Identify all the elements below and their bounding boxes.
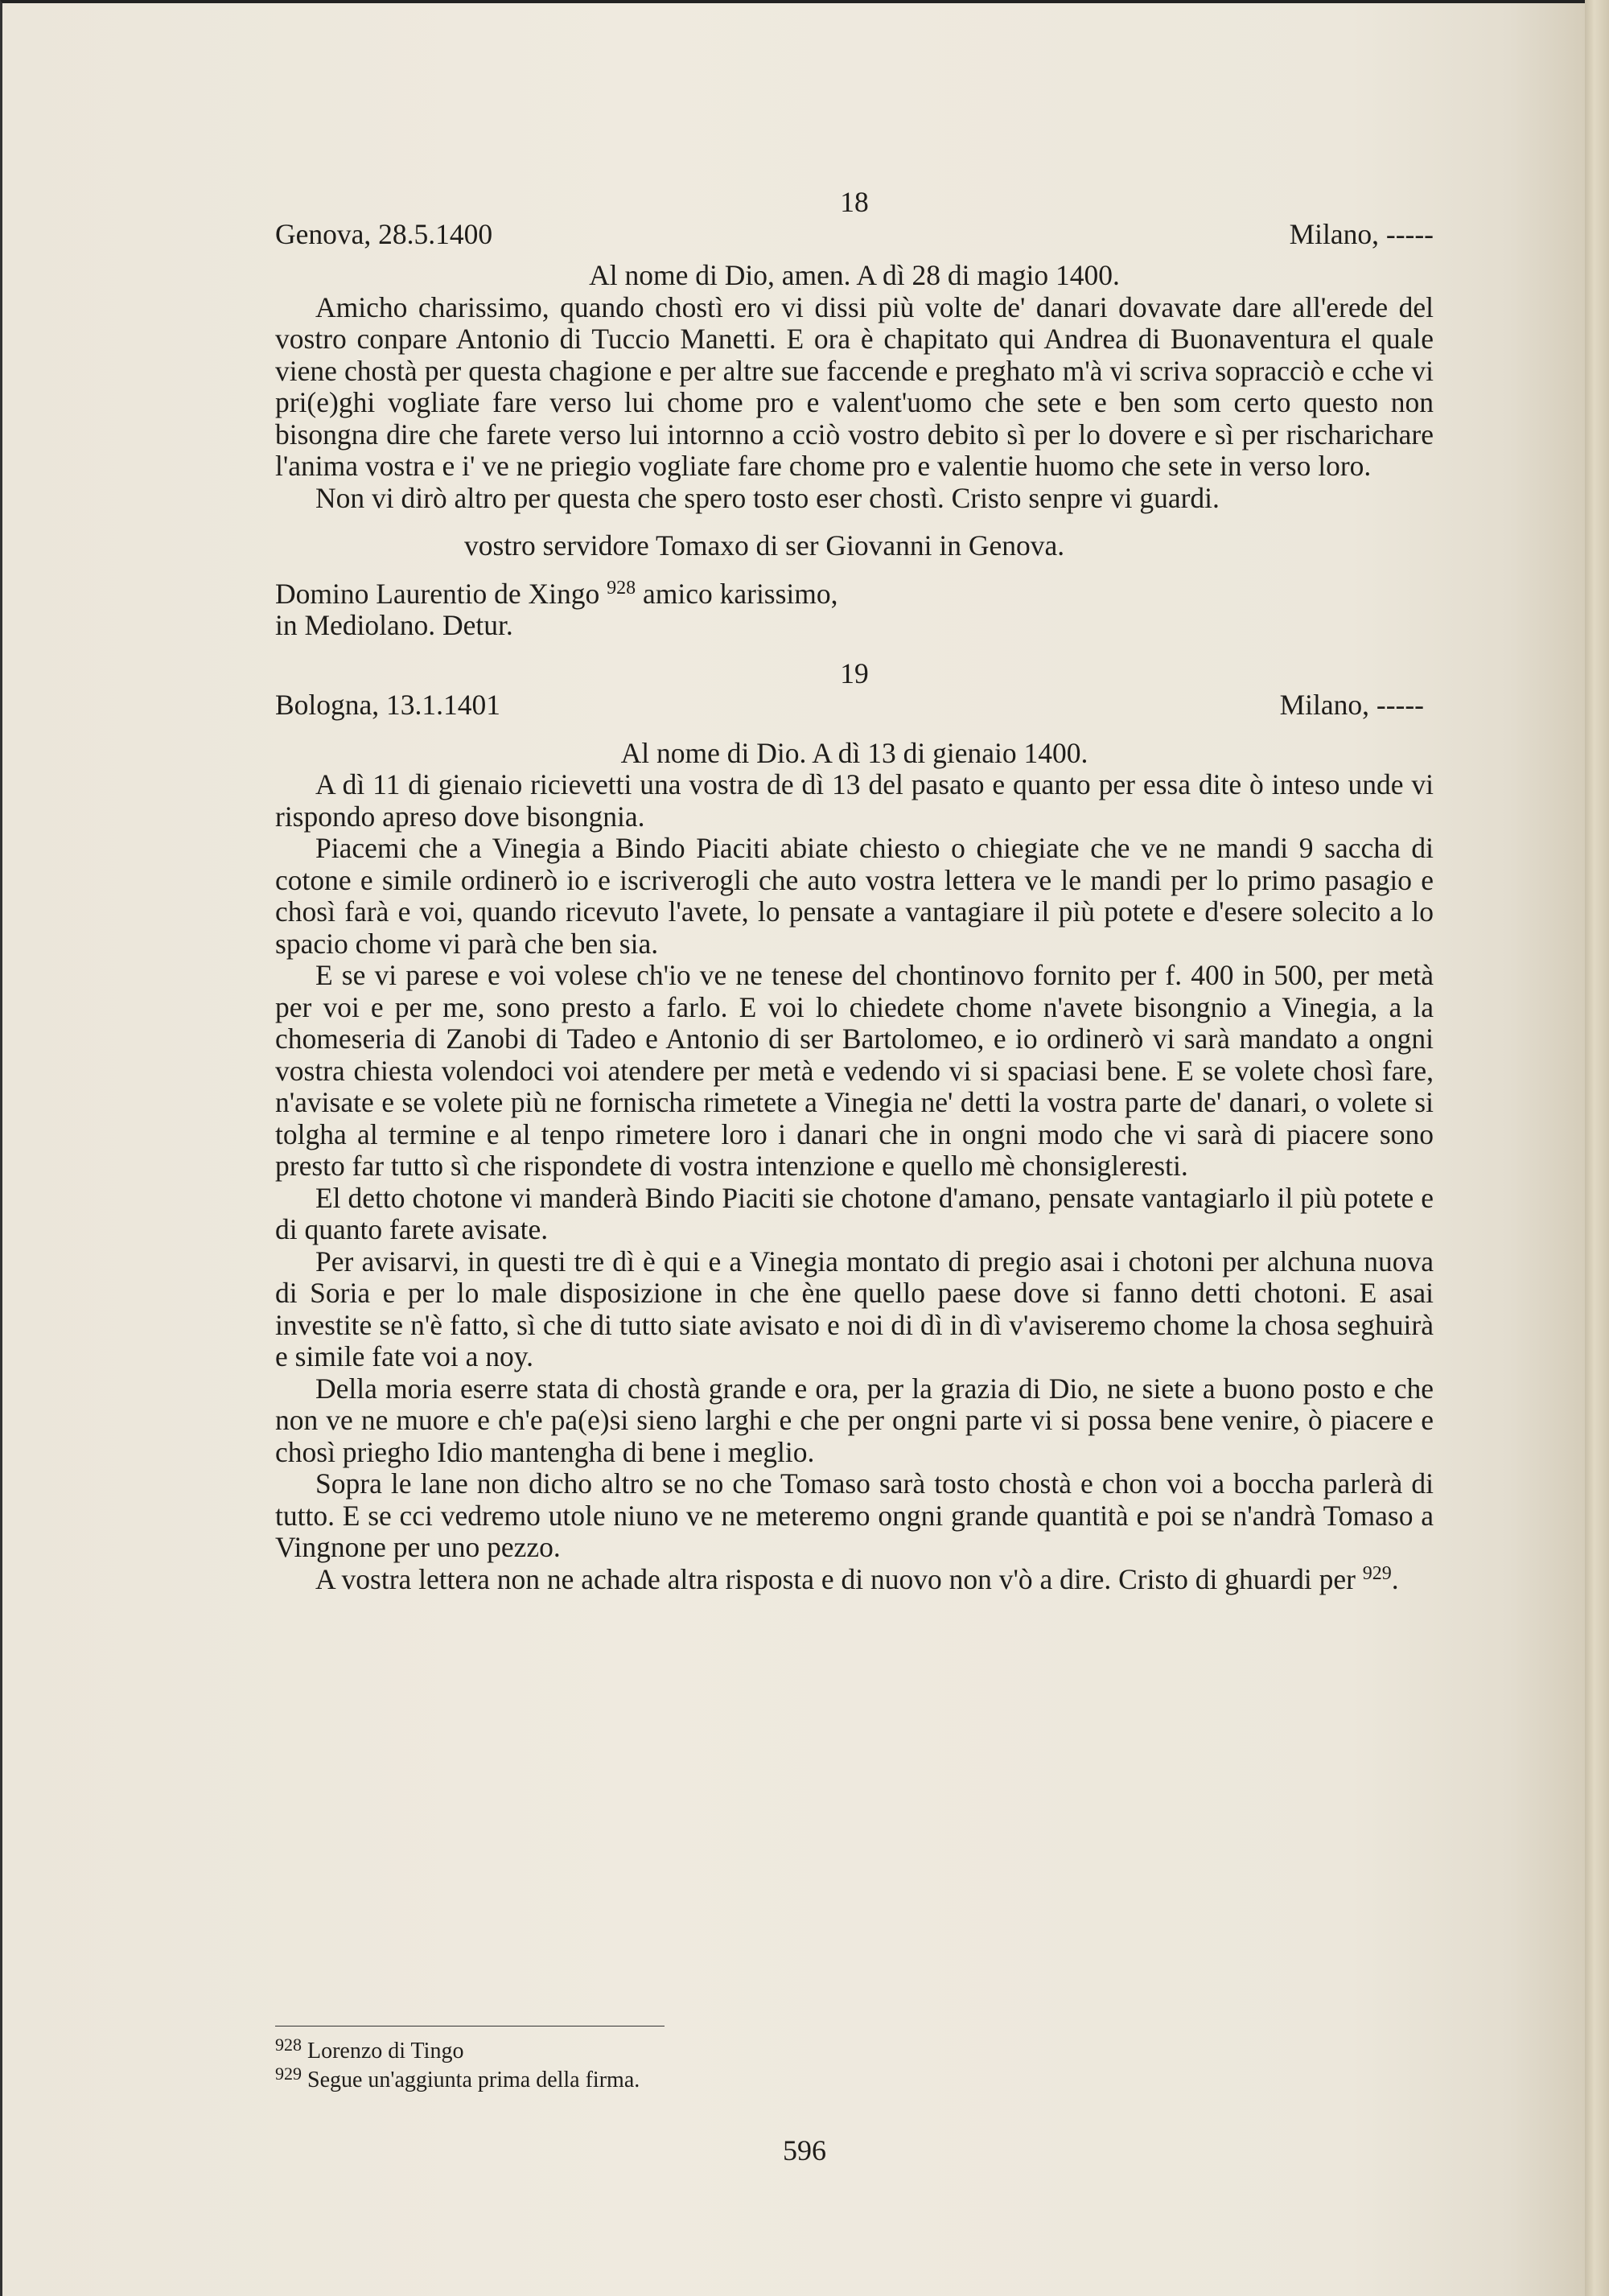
footnote-item: $^{929}$ Segue un'aggiunta prima della firma. <box>275 2064 640 2092</box>
letter-19-paragraph: Sopra le lane non dicho altro se no che Tomaso sarà tosto chostà e chon voi a boccha parlerà di tutto. E se cci vedremo utole niuno ve ne meteremo ongni grande quantità e poi se n'andrà Tomaso a Vingnone per uno pezzo. <box>275 1467 1434 1563</box>
letter-18-header <box>275 219 1434 251</box>
letter-18-signature: vostro servidore Tomaxo di ser Giovanni in Genova. <box>464 529 1065 562</box>
letter-19-paragraph: Piacemi che a Vinegia a Bindo Piaciti abiate chiesto o chiegiate che ve ne mandi 9 saccha di cotone e simile ordinerò io e iscriverogli che auto vostra lettera ve le mandi per lo primo pasagio e chosì farà e voi, quando ricevuto l'avete, lo pensate a vantagiare il più potete e d'esere solecito a lo spacio chome vi parà che ben sia. <box>275 832 1434 960</box>
letter-18-address: Domino Laurentio de Xingo $^{928}$ amico karissimo, <box>275 577 838 610</box>
letter-19-paragraph: A dì 11 di gienaio ricievetti una vostra de dì 13 del pasato e quanto per essa dite ò inteso unde vi rispondo apreso dove bisongnia. <box>275 768 1434 833</box>
letter-18-paragraph: Non vi dirò altro per questa che spero tosto eser chostì. Cristo senpre vi guardi. <box>315 481 1220 514</box>
letter-18-destination: Milano, ----- <box>1289 217 1434 250</box>
letter-19-paragraph: Della moria eserre stata di chostà grande e ora, per la grazia di Dio, ne siete a buono posto e che non ve ne muore e ch'e pa(e)si sieno larghi e che per ongni parte vi si possa bene venire, ò piacere e chosì priegho Idio mantengha di bene i meglio. <box>275 1372 1434 1468</box>
page-number: 596 <box>783 2134 826 2166</box>
letter-19-paragraph: Per avisarvi, in questi tre dì è qui e a Vinegia montato di pregio asai i chotoni per alchuna nuova di Soria e per lo male disposizione in che ène quello paese dove si fanno detti chotoni. E asai investite se n'è fatto, sì che di tutto siate avisato e noi di dì in dì v'aviseremo chome la chosa seghuirà e simile fate voi a noy. <box>275 1245 1434 1372</box>
letter-19-place-date: Bologna, 13.1.1401 <box>275 689 501 721</box>
letter-18-paragraph: Amicho charissimo, quando chostì ero vi dissi più volte de' danari dovavate dare all'erede del vostro conpare Antonio di Tuccio Manetti. E ora è chapitato qui Andrea di Buonaventura el quale viene chostà per questa chagione e per altre sue faccende e preghato m'à vi scriva sopracciò e cche vi pri(e)ghi vogliate fare verso lui chome pro e valent'uomo che sete e ben som certo questo non bisongna dire che farete verso lui intornno a cciò vostro debito sì per lo dovere e sì per rischarichare l'anima vostra e i' ve ne priegio vogliate fare chome pro e valentie huomo che sete in verso loro. <box>275 290 1434 482</box>
letter-18-place-date: Genova, 28.5.1400 <box>275 217 493 250</box>
footnotes <box>275 2037 999 2095</box>
letter-19-paragraph: E se vi parese e voi volese ch'io ve ne tenese del chontinovo fornito per f. 400 in 500, per metà per voi e per me, sono presto a farlo. E voi lo chiedete chome n'avete bisongnio a Vinegia, a la chomeseria di Zanobi di Tadeo e Antonio di ser Bartolomeo, e io ordinerò vi sarà mandato a ongni vostra chiesta volendoci voi atendere per metà e vedendo vi si spaciasi bene. E se volete chosì fare, n'avisate e se volete più ne fornischa rimetete a Vinegia ne' detti la vostra parte de' danari, o volete si tolgha al termine e al tenpo rimetere loro i danari che in ongni modo che vi sarà di piacere sono presto far tutto sì che rispondete di vostra intenzione e quello mè chonsigleresti. <box>275 959 1434 1182</box>
footnote-ref-928: 928 <box>607 577 636 599</box>
letter-18-number: 18 <box>840 186 869 218</box>
book-gutter <box>1585 0 1609 2296</box>
letter-19-header <box>275 689 1434 722</box>
footnote-ref-929: 929 <box>1362 1562 1392 1584</box>
letter-19-number: 19 <box>840 656 869 689</box>
main-text <box>275 187 1434 1595</box>
letter-19-destination: Milano, ----- <box>1279 689 1424 721</box>
footnote-item: $^{928}$ Lorenzo di Tingo <box>275 2035 464 2064</box>
letter-19-opening: Al nome di Dio. A dì 13 di gienaio 1400. <box>620 736 1088 769</box>
letter-19-final-paragraph: A vostra lettera non ne achade altra risposta e di nuovo non v'ò a dire. Cristo di ghuardi per $^{929}$. <box>315 1562 1399 1595</box>
letter-18-opening: Al nome di Dio, amen. A dì 28 di magio 1400. <box>589 259 1120 291</box>
letter-19-paragraph: El detto chotone vi manderà Bindo Piaciti sie chotone d'amano, pensate vantagiarlo il più potete e di quanto farete avisate. <box>275 1181 1434 1245</box>
letter-18-address-line2: in Mediolano. Detur. <box>275 609 513 641</box>
